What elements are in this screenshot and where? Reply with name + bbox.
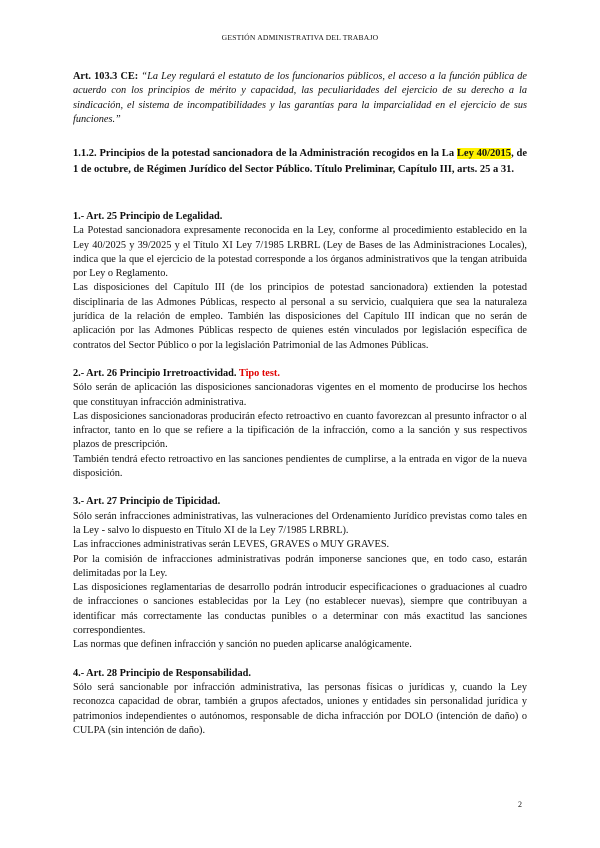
article-title	[73, 495, 527, 509]
article-title-text: 2.- Art. 26 Principio Irretroactividad.	[73, 367, 237, 379]
running-header: GESTIÓN ADMINISTRATIVA DEL TRABAJO	[221, 33, 379, 42]
article-paragraph: Las infracciones administrativas serán LEVES, GRAVES o MUY GRAVES.	[73, 539, 390, 551]
article-section	[73, 667, 527, 738]
intro-text: “La Ley regulará el estatuto de los funcionarios públicos, el acceso a la función pública de acuerdo con los principios de mérito y capacidad, las peculiaridades del ejercicio de su derecho a la sindicación, el sistema de incompatibilidades y las garantías para la imparcialidad en el ejercicio de sus funciones.”	[73, 71, 528, 125]
test-tag: Tipo test.	[238, 367, 280, 379]
article-paragraph: Las normas que definen infracción y sanción no pueden aplicarse analógicamente.	[73, 639, 412, 651]
article-paragraph: Sólo serán infracciones administrativas, las vulneraciones del Ordenamiento Jurídico previstas como tales en la Ley - salvo lo dispuesto en Título XI de la Ley 7/1985 LRBRL).	[73, 510, 527, 536]
articles-list	[73, 210, 527, 752]
article-paragraph: Por la comisión de infracciones administrativas podrán imponerse sanciones que, en todo caso, estarán delimitadas por la Ley.	[73, 553, 527, 579]
article-paragraph: La Potestad sancionadora expresamente reconocida en la Ley, conforme al procedimiento establecido en la Ley 40/2025 y 39/2025 y el Título XI Ley 7/1985 LRBRL (Ley de Bases de las Administraciones Locales), indica que la que el ejercicio de la potestad corresponde a los órganos administrativos que la tengan atribuida por Ley o Reglamento.	[73, 225, 527, 280]
intro-quote	[73, 70, 527, 127]
article-paragraph: Sólo serán de aplicación las disposiciones sancionadoras vigentes en el momento de producirse los hechos que constituyan infracción administrativa.	[73, 382, 527, 408]
article-title	[73, 667, 527, 681]
heading-after: , de 1 de octubre, de Régimen Jurídico del Sector Público. Título Preliminar, Capítulo III, arts. 25 a 31.	[73, 148, 528, 175]
article-section	[73, 210, 527, 353]
page-number: 2	[518, 800, 522, 809]
heading-before: 1.1.2. Principios de la potestad sancionadora de la Administración recogidos en la La	[73, 148, 455, 159]
article-title-text: 4.- Art. 28 Principio de Responsabilidad.	[73, 667, 251, 679]
article-title-text: 1.- Art. 25 Principio de Legalidad.	[73, 211, 223, 222]
article-section	[73, 495, 527, 652]
intro-ref: Art. 103.3 CE:	[73, 71, 139, 82]
article-paragraph: También tendrá efecto retroactivo en las sanciones pendientes de cumplirse, a la entrada en vigor de la nueva disposición.	[73, 453, 527, 480]
highlighted-law: Ley 40/2015	[456, 148, 512, 159]
section-heading	[73, 146, 527, 177]
article-title	[73, 210, 527, 224]
article-paragraph: Las disposiciones del Capítulo III (de los principios de potestad sancionadora) extienden la potestad disciplinaria de las Admones Públicas, respecto al personal a su servicio, cualquiera que sea la naturaleza jurídica de la relación de empleo. También las disposiciones del Capítulo III indican que no serán de aplicación por las Admones Públicas respecto de quienes estén vinculados por legislación específica de contratos del Sector Público o por la legislación Patrimonial de las Admones Públicas.	[73, 282, 527, 351]
article-paragraph: Sólo será sancionable por infracción administrativa, las personas físicas o jurídicas y, cuando la Ley reconozca capacidad de obrar, también a grupos afectados, uniones y entidades sin personalidad jurídica y patrimonios independientes o autónomos, responsable de dicha infracción por DOLO (intención de daño) o CULPA (sin intención de daño).	[73, 681, 527, 736]
article-title	[73, 367, 527, 381]
article-paragraph: Las disposiciones sancionadoras producirán efecto retroactivo en cuanto favorezcan al presunto infractor o al infractor, tanto en lo que se refiere a la tipificación de la infracción, como a la sanción y sus respectivos plazos de prescripción.	[73, 410, 527, 451]
article-paragraph: Las disposiciones reglamentarias de desarrollo podrán introducir especificaciones o graduaciones al cuadro de infracciones o sanciones establecidas por la Ley (no establecer nuevas), siempre que contribuyan a identificar más correctamente las conductas punibles o a determinar con más exactitud las sanciones correspondientes.	[73, 582, 527, 637]
article-title-text: 3.- Art. 27 Principio de Tipicidad.	[73, 496, 221, 508]
article-section	[73, 367, 527, 481]
